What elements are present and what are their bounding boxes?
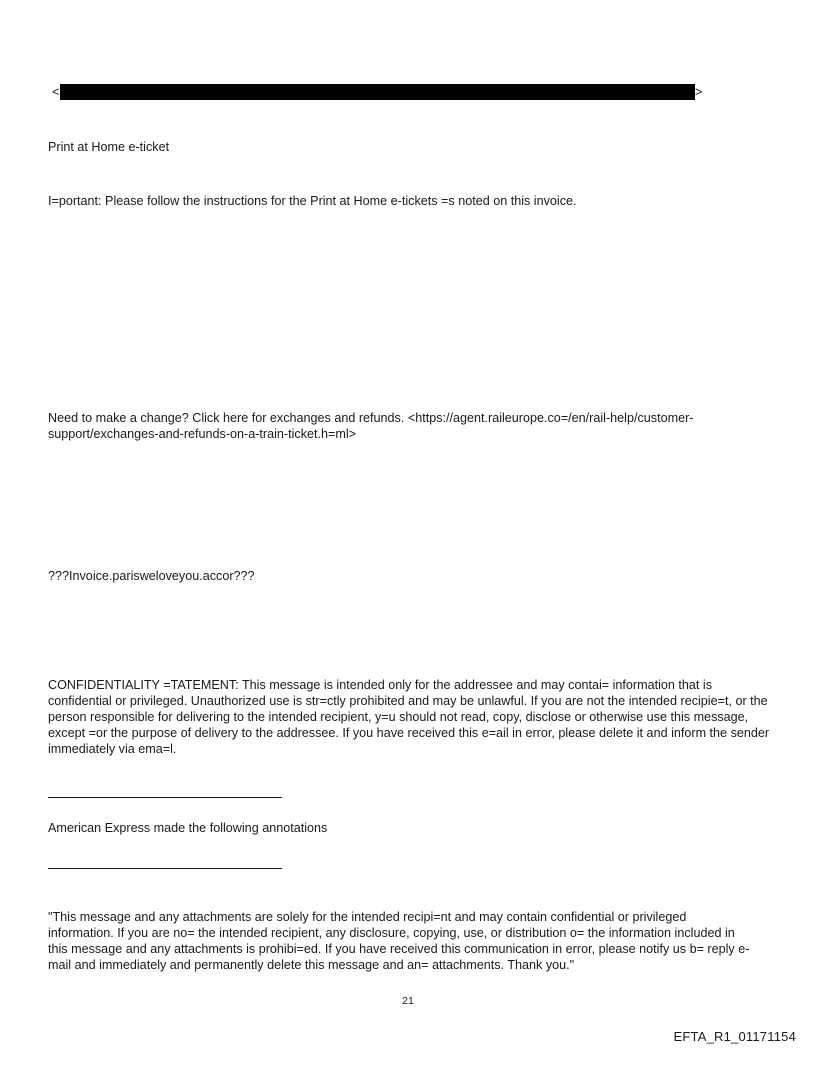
ticket-title: Print at Home e-ticket: [48, 140, 170, 154]
redaction-bar: [60, 84, 695, 100]
invoice-placeholder: ???Invoice.parisweloveyou.accor???: [48, 569, 255, 583]
disclaimer-text: "This message and any attachments are solely for the intended recipi=nt and may contain confidential or privileged information. If you are no= the intended recipient, any disclosure, copying, use, or distribution o= the information included in this message and any attachments is prohibi=ed. If you have received this communication in error, please notify us b= reply e-mail and immediately and permanently delete this message and an= attachments. Thank you.": [48, 910, 750, 972]
page-number: 21: [402, 995, 414, 1007]
annotations-heading: American Express made the following annotations: [48, 821, 328, 835]
close-angle-bracket: >: [695, 85, 703, 99]
divider-rule-bottom: [48, 868, 282, 869]
confidentiality-statement: CONFIDENTIALITY =TATEMENT: This message is intended only for the addressee and may contai= information that is confidential or privileged. Unauthorized use is str=ctly prohibited and may be unlawful. If you are not the intended recipie=t, or the person responsible for delivering to the intended recipient, y=u should not read, copy, disclose or otherwise use this message, except =or the purpose of delivery to the addressee. If you have received this e=ail in error, please delete it and inform the sender immediately via ema=l.: [48, 678, 770, 756]
open-angle-bracket: <: [52, 85, 60, 99]
divider-rule-top: [48, 797, 282, 798]
bates-number: EFTA_R1_01171154: [673, 1029, 796, 1044]
change-request-link[interactable]: Need to make a change? Click here for exchanges and refunds. <https://agent.raileurope.co=/en/rail-help/customer-support/exchanges-and-refunds-on-a-train-ticket.h=ml>: [48, 411, 694, 441]
important-note: I=portant: Please follow the instructions for the Print at Home e-tickets =s noted on this invoice.: [48, 194, 577, 208]
redacted-sender-line: [52, 83, 712, 101]
